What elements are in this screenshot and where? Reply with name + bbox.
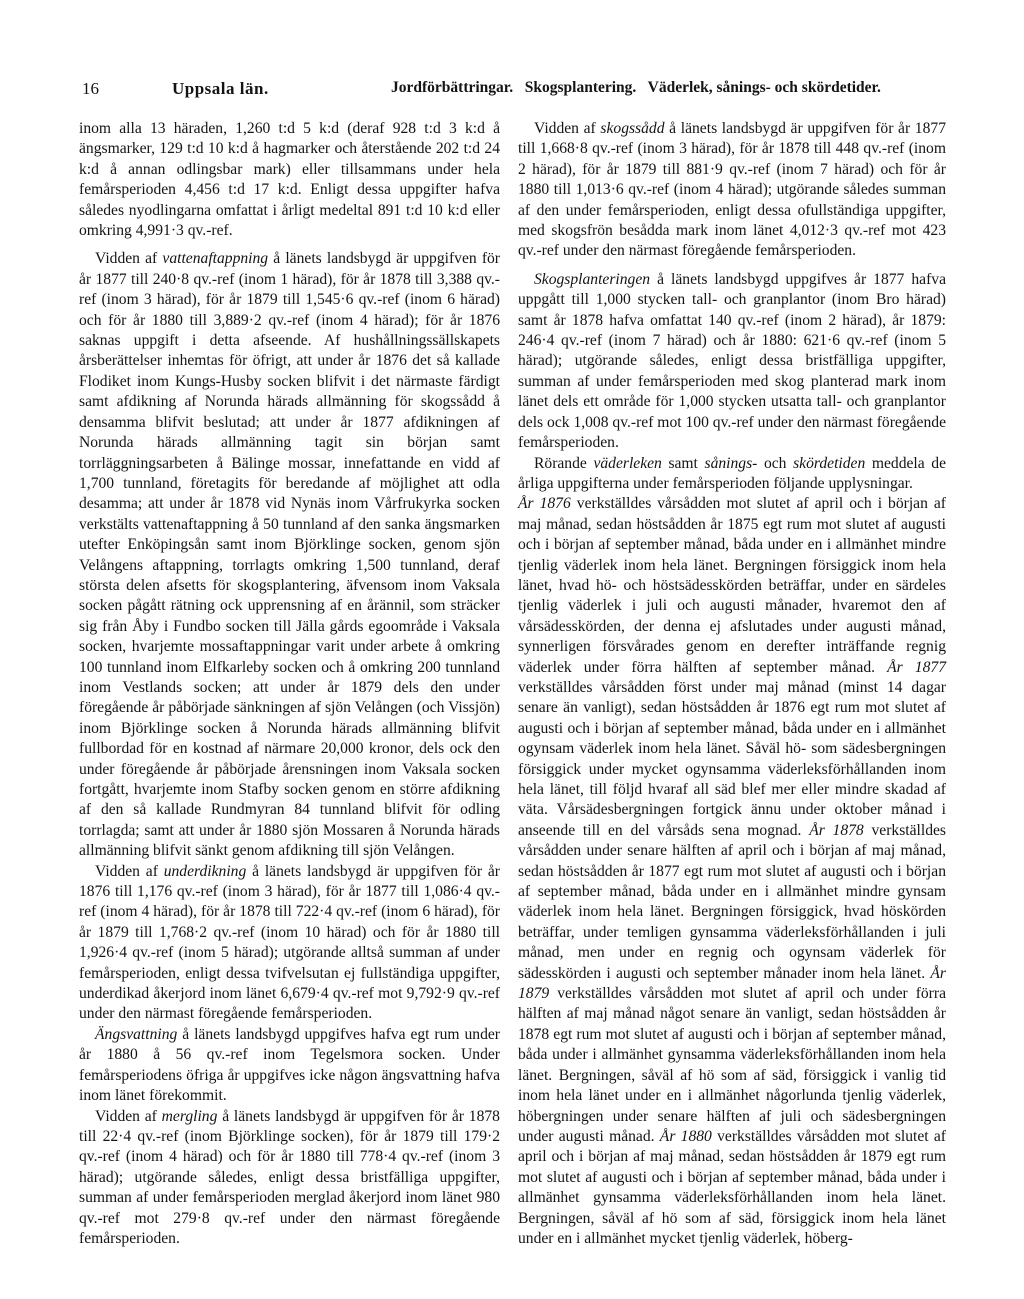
year-1878: År 1878 — [809, 821, 864, 839]
paragraph-angsvattning: Ängsvattning å länets landsbygd uppgifves hafva egt rum under år 1880 å 56 qv.-ref inom Tegelsmora socken. Under femårsperiodens öfriga år uppgifves icke någon ängsvattning hafva inom länet förekommit. — [79, 1025, 500, 1105]
paragraph-arsuppgifter: År 1876 verkställdes vårsådden mot slutet af april och i början af maj månad, sedan höstsådden år 1875 egt rum mot slutet af augusti och i början af september månad, båda under en i allmänhet mindre tjenlig väderlek inom hela länet. Bergningen försiggick inom hela länet, hvad hö- och höstsädesskörden beträffar, under en särdeles tjenlig väderlek i juli och augusti månader, hvaremot den af vårsädesskörden, der denna ej afslutades under augusti månad, synnerligen försvårades genom en derefter inträffande regnig väderlek under förra hälften af september månad. År 1877 verkställdes vårsådden först under maj månad (minst 14 dagar senare än vanligt), sedan höstsådden år 1876 egt rum mot slutet af augusti och i början af september månad, båda under en i allmänhet ogynsam väderlek inom hela länet. Såväl hö- som sädesbergningen försiggick under mycket ogynsamma väderleksförhållanden inom hela länet, till följd hvaraf all säd blef mer eller mindre skadad af väta. Vårsädesbergningen fortgick ännu under oktober månad i anseende till en del vårsåds sena mognad. År 1878 verkställdes vårsådden under senare hälften af april och i början af maj månad, sedan höstsådden år 1877 egt rum mot slutet af augusti och i början af september månad, båda under en i allmänhet mindre gynsam väderlek inom hela länet. Bergningen försiggick, hvad höskörden beträffar, under temligen gynsamma väderleksförhållanden i juli månad, men under en regnig och ogynsam väderlek för sädesskörden i augusti och september månader inom hela länet. År 1879 verkställdes vårsådden mot slutet af april och under förra hälften af maj månad något senare än vanligt, sedan höstsådden år 1878 egt rum mot slutet af augusti och i början af september månad, båda under i allmänhet gynsamma väderleksförhållanden inom hela länet. Bergningen, såväl af hö som af säd, försiggick i vanlig tid inom hela länet under en i allmänhet någorlunda tjenlig väderlek, höbergningen under senare hälften af juli och sädesbergningen under augusti månad. År 1880 verkställdes vårsådden mot slutet af april och i början af maj månad, sedan höstsådden år 1879 egt rum mot slutet af augusti och i början af september månad, båda under i allmänhet gynsamma väderleksförhållanden inom hela länet. Bergningen, såväl af hö som af säd, försiggick inom hela länet under en i allmänhet mycket tjenlig väderlek, höberg- — [518, 495, 946, 1247]
paragraph-vaderlek-intro: Rörande väderleken samt sånings- och skördetiden meddela de årliga uppgifterna under femårsperioden följande upplysningar. — [518, 454, 947, 492]
page-header — [78, 79, 958, 103]
term-underdikning: underdikning — [163, 862, 247, 880]
term-vattenaftappning: vattenaftappning — [162, 250, 269, 268]
left-column — [79, 119, 500, 1249]
term-skogssadd: skogssådd — [600, 120, 665, 137]
paragraph-skogsplantering: Skogsplanteringen å länets landsbygd uppgifves år 1877 hafva uppgått till 1,000 stycken tall- och granplantor (inom Bro härad) samt år 1878 hafva omfattat 140 qv.-ref (inom 2 härad), år 1879: 246·4 qv.-ref (inom 7 härad) och år 1880: 621·6 qv.-ref (inom 5 härad); utgörande således, enligt dessa bristfälliga uppgifter, summan af under femårsperioden med skog planterad mark inom länet dels ett område för 1,000 stycken utsatta tall- och granplantor dels ock 1,008 qv.-ref mot 100 qv.-ref under den närmast föregående femårsperioden. — [518, 270, 946, 452]
year-1879: År 1879 — [518, 964, 946, 1003]
right-column — [518, 119, 946, 1249]
term-mergling: mergling — [161, 1107, 218, 1125]
paragraph-nyodlingar: inom alla 13 häraden, 1,260 t:d 5 k:d (deraf 928 t:d 3 k:d å ängsmarker, 129 t:d 10 k:d å hagmarker och återstående 202 t:d 24 k:d å annan odlingsbar mark) eller tillsammans under hela femårsperioden 4,456 t:d 17 k:d. Enligt dessa uppgifter hafva således nyodlingarna omfattat i årligt medeltal 891 t:d 10 k:d eller omkring 4,991·3 qv.-ref. — [79, 120, 500, 240]
page-number: 16 — [82, 79, 99, 98]
paragraph-mergling: Vidden af mergling å länets landsbygd är uppgifven för år 1878 till 22·4 qv.-ref (inom Björklinge socken), för år 1879 till 179·2 qv.-ref (inom 4 härad) och för år 1880 till 778·4 qv.-ref (inom 3 härad); utgörande således, enligt dessa bristfälliga uppgifter, summan af under femårsperioden merglad åkerjord inom länet 980 qv.-ref mot 279·8 qv.-ref under den närmast föregående femårsperioden. — [79, 1107, 500, 1247]
year-1876: År 1876 — [518, 495, 571, 513]
year-1877: År 1877 — [887, 658, 946, 676]
term-vaderleken: väderleken — [593, 454, 662, 472]
paragraph-skogssadd: Vidden af skogssådd å länets landsbygd är uppgifven för år 1877 till 1,668·8 qv.-ref (inom 3 härad), för år 1878 till 448 qv.-ref (inom 2 härad), för år 1879 till 881·9 qv.-ref (inom 7 härad) och för år 1880 till 1,013·6 qv.-ref (inom 4 härad); utgörande således summan af den under femårsperioden, enligt dessa ofullständiga uppgifter, med skogsfrön besådda mark inom länet 4,012·3 qv.-ref mot 423 qv.-ref under den närmast föregående femårsperioden. — [518, 120, 946, 260]
year-1880: År 1880 — [659, 1127, 712, 1145]
paragraph-vattenaftappning: Vidden af vattenaftappning å länets landsbygd är uppgifven för år 1877 till 240·8 qv.-ref (inom 1 härad), för år 1878 till 3,388 qv.-ref (inom 3 härad), för år 1879 till 1,545·6 qv.-ref (inom 6 härad) och för år 1880 till 3,889·2 qv.-ref (inom 4 härad); för år 1876 saknas uppgift i detta afseende. Af hushållningssällskapets årsberättelser inhemtas för öfrigt, att under år 1876 det så kallade Flodiket inom Kungs-Husby socken blifvit i det närmaste färdigt samt afdikning af Norunda härads allmänning för skogssådd å densamma blifvit beslutad; att under år 1877 afdikningen af Norunda härads allmänning tagit sin början samt torrläggningsarbeten å Bälinge mossar, innefattande en vidd af 1,700 tunnland, företagits för beredande af möjlighet att odla desamma; att under år 1878 vid Nynäs inom Vårfrukyrka socken verkstälts vattenaftappning å 50 tunnland af den sanka ängsmarken utefter Enköpingsån samt inom Björklinge socken, genom sjön Velångens aftappning, torrlagts omkring 1,500 tunnland, deraf största delen afsetts för skogsplantering, äfvensom inom Vaksala socken pågått rätning ock upprensning af en årännil, som sträcker sig från Åby i Fundbo socken till Jälla gårds egoområde i Vaksala socken, hvarjemte mossaftappningar varit under arbete å omkring 100 tunnland inom Elfkarleby socken och å omkring 200 tunnland inom Vestlands socken; att under år 1879 dels den under föregående år påbörjade sänkningen af sjön Velången (och Vissjön) inom Björklinge socken å Norunda härads allmänning blifvit fullbordad för en kostnad af närmare 20,000 kronor, dels ock den under föregående år påbörjade årensningen inom Vaksala socken fortgått, hvarjemte inom Stafby socken genom en större afdikning af den så kallade Rundmyran 84 tunnland blifvit för odling torrlagda; samt att under år 1880 sjön Mossaren å Norunda härads allmänning blifvit sänkt genom afdikning till sjön Velången. — [79, 250, 501, 860]
term-skordetiden: skördetiden — [793, 454, 866, 472]
paragraph-underdikning: Vidden af underdikning å länets landsbygd är uppgifven för år 1876 till 1,176 qv.-ref (inom 3 härad), för år 1877 till 1,086·4 qv.-ref (inom 4 härad), för år 1878 till 722·4 qv.-ref (inom 6 härad), för år 1879 till 1,768·2 qv.-ref (inom 10 härad) och för år 1880 till 1,926·4 qv.-ref (inom 5 härad); utgörande alltså summan af under femårsperioden, enligt dessa tvifvelsutan ej fullständiga uppgifter, underdikad åkerjord inom länet 6,679·4 qv.-ref mot 9,792·9 qv.-ref under den närmast föregående femårsperioden. — [79, 862, 500, 1023]
term-sanings: sånings- — [704, 454, 758, 472]
term-angsvattning: Ängsvattning — [95, 1025, 178, 1043]
term-skogsplanteringen: Skogsplanteringen — [534, 270, 651, 288]
section-topics: Jordförbättringar. Skogsplantering. Väderlek, sånings- och skördetider. — [391, 79, 881, 96]
running-title: Uppsala län. — [172, 79, 269, 98]
